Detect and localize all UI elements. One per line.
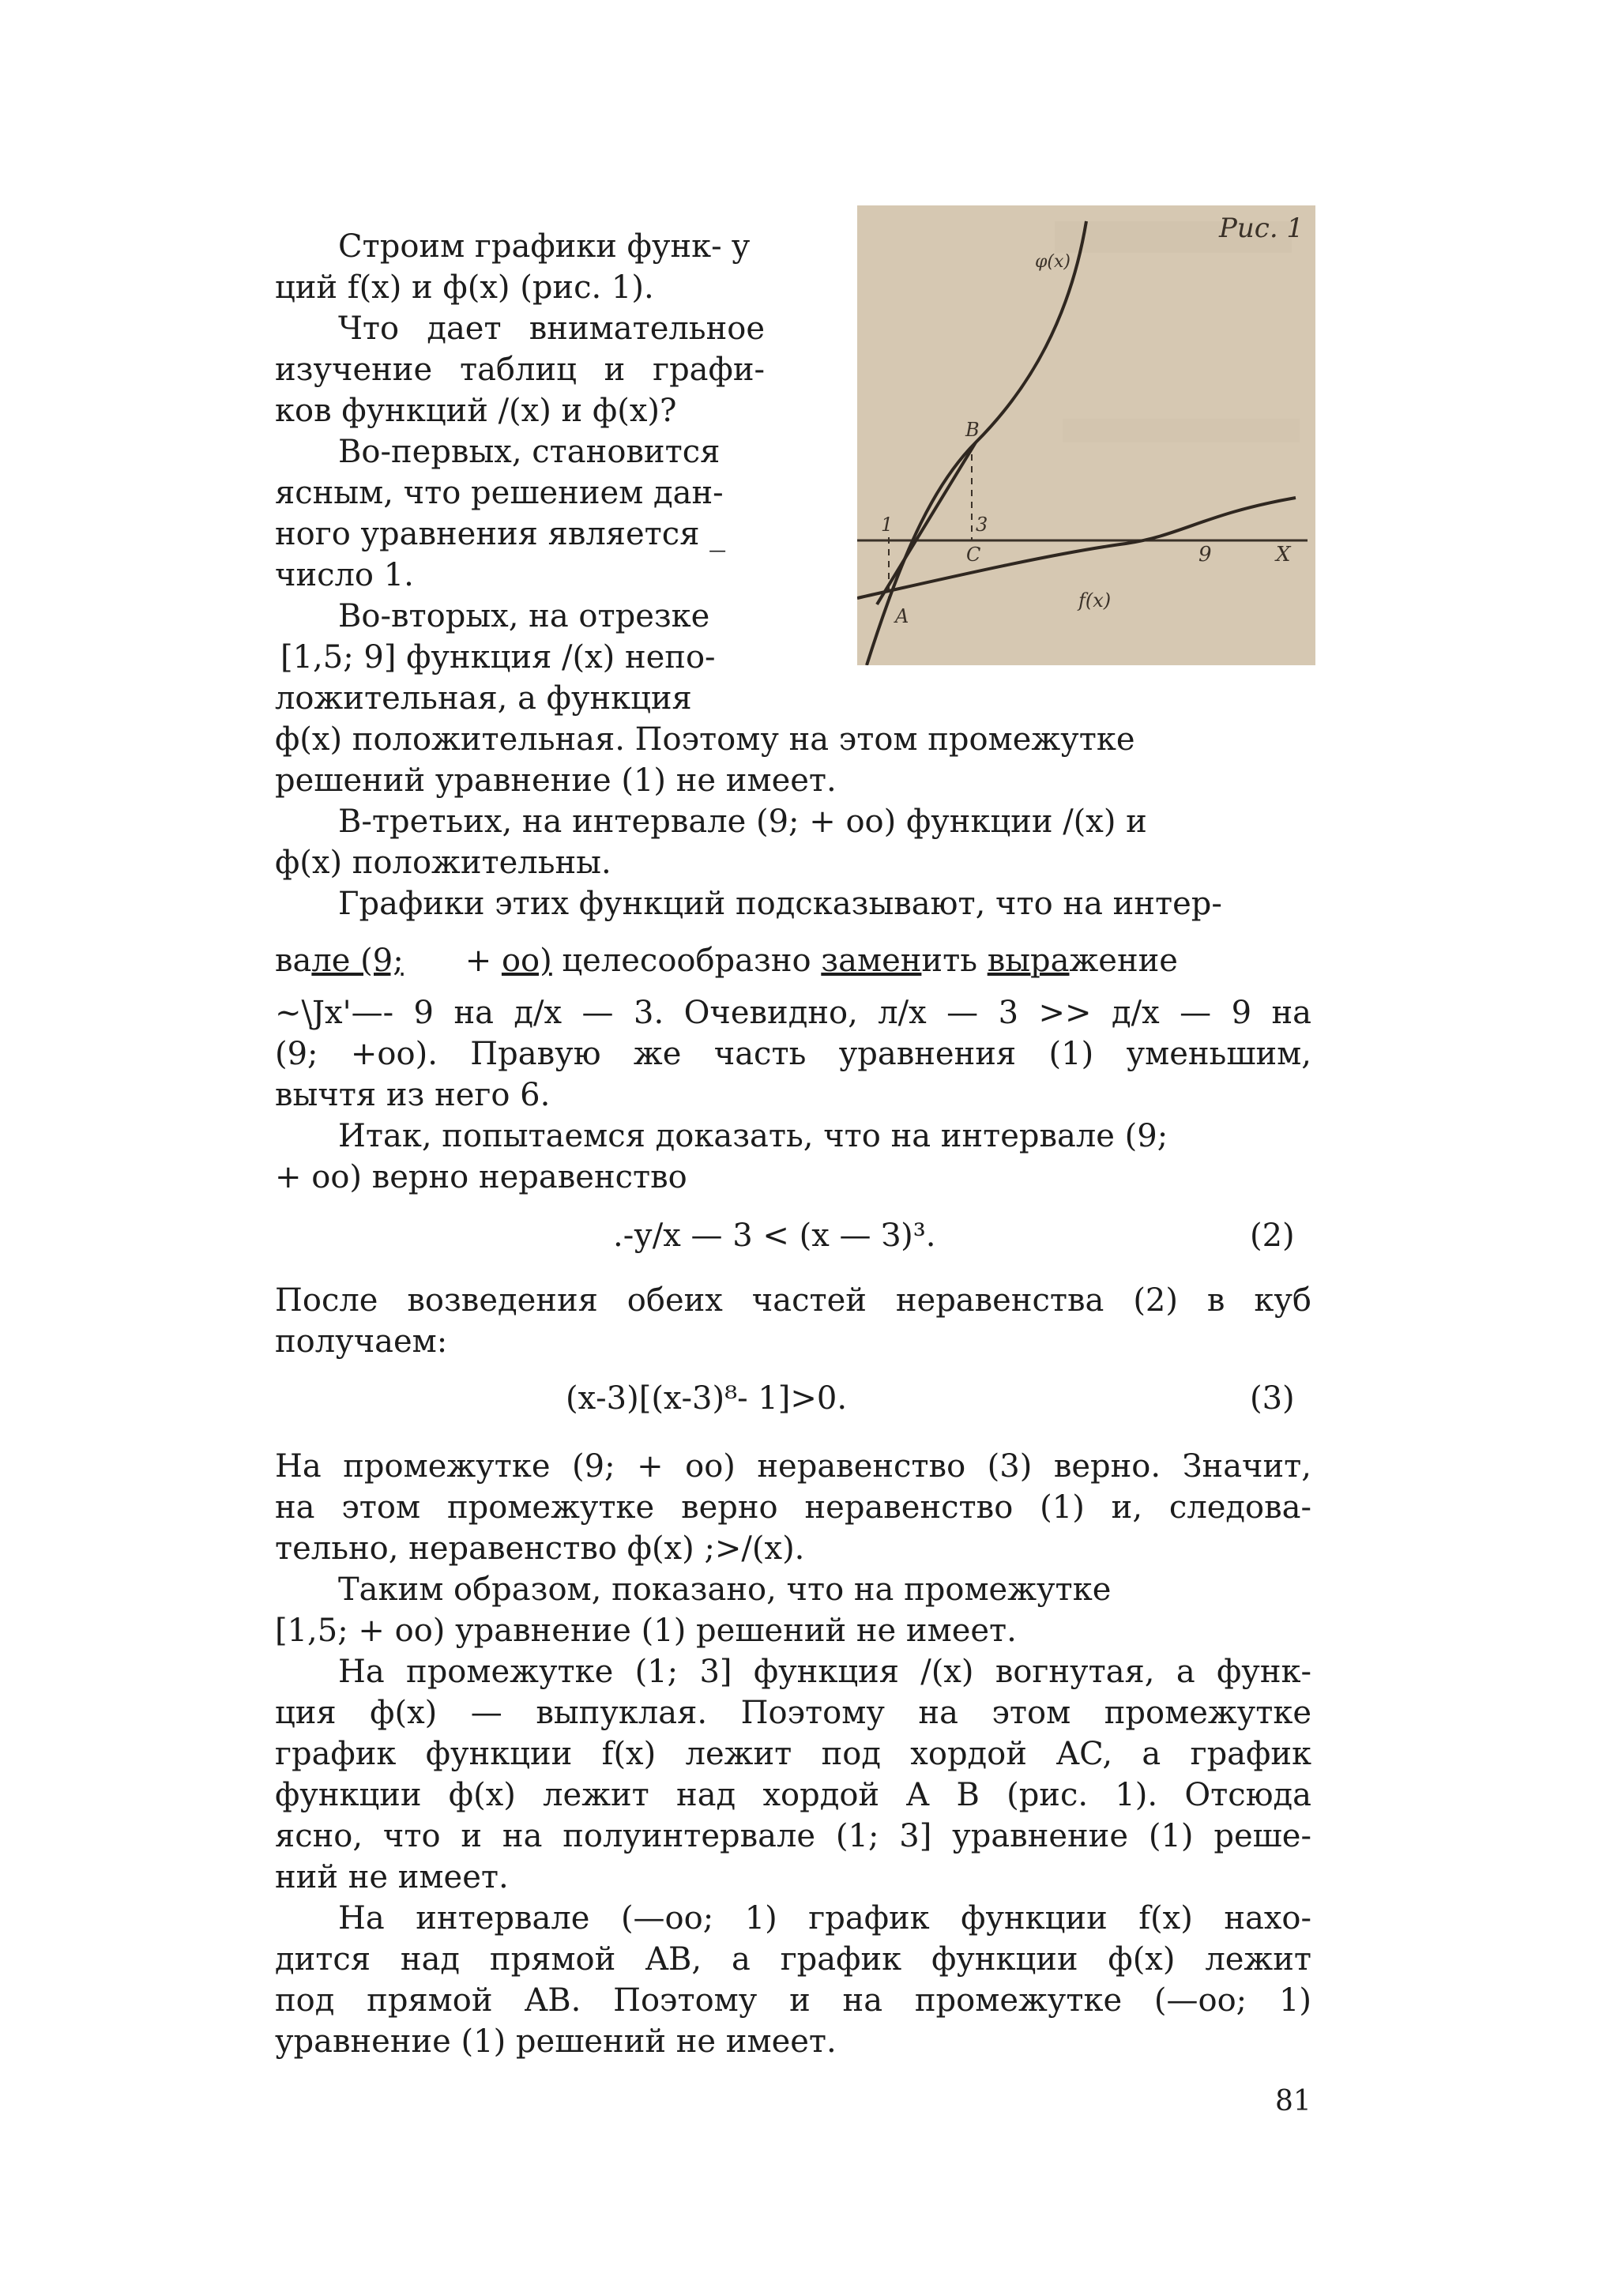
text-line: уравнение (1) решений не имеет. bbox=[275, 2023, 837, 2060]
text-line: решений уравнение (1) не имеет. bbox=[275, 762, 837, 799]
text-line: [1,5; + оо) уравнение (1) решений не имеет. bbox=[275, 1613, 1017, 1649]
text-line: После возведения обеих частей неравенства (2) в куб bbox=[275, 1282, 1311, 1319]
text-line: ложительная, а функция bbox=[275, 680, 692, 717]
text-line: функции ф(х) лежит над хордой A B (рис. 1). Отсюда bbox=[275, 1777, 1311, 1813]
text-line: Итак, попытаемся доказать, что на интервале (9; bbox=[338, 1118, 1168, 1154]
text-line: график функции f(x) лежит под хордой AC, а график bbox=[275, 1736, 1311, 1772]
text-line: В-третьих, на интервале (9; + оо) функции /(х) и bbox=[338, 804, 1147, 840]
text-line: + оо) верно неравенство bbox=[275, 1159, 687, 1195]
point-b-label: B bbox=[965, 419, 980, 441]
text-line: ясно, что и на полуинтервале (1; 3] уравнение (1) реше- bbox=[275, 1818, 1311, 1854]
label-three: 3 bbox=[976, 514, 988, 536]
text-line: на этом промежутке верно неравенство (1) и, следова- bbox=[275, 1489, 1311, 1526]
label-one: 1 bbox=[881, 514, 894, 536]
figure-caption: Рис. 1 bbox=[1219, 213, 1304, 244]
text-line: На промежутке (1; 3] функция /(х) вогнутая, а функ- bbox=[338, 1654, 1311, 1690]
label-nine: 9 bbox=[1198, 543, 1212, 566]
text-line-underlined: вале (9; + оо) целесообразно заменить выражение bbox=[275, 943, 1178, 979]
text-line: получаем: bbox=[275, 1323, 448, 1360]
text-line: ~\Jx'—- 9 на д/х — 3. Очевидно, л/х — 3 >> д/х — 9 на bbox=[275, 995, 1311, 1031]
text-line: Графики этих функций подсказывают, что на интер- bbox=[338, 886, 1222, 922]
point-a-label: A bbox=[895, 605, 909, 627]
text-line: вычтя из него 6. bbox=[275, 1077, 551, 1113]
point-c-label: C bbox=[966, 544, 981, 566]
text-line: ция ф(х) — выпуклая. Поэтому на этом промежутке bbox=[275, 1695, 1311, 1731]
text-line: Строим графики функ- y bbox=[338, 228, 750, 265]
page-number: 81 bbox=[1275, 2085, 1311, 2117]
text-line: [1,5; 9] функция /(х) непо- bbox=[280, 639, 716, 676]
text-line: ний не имеет. bbox=[275, 1859, 509, 1895]
text-line: ф(х) положительны. bbox=[275, 845, 611, 881]
formula-2-number: (2) bbox=[1250, 1218, 1295, 1254]
text-line: под прямой AB. Поэтому и на промежутке (—оо; 1) bbox=[275, 1982, 1311, 2019]
text-line: Что дает внимательное bbox=[338, 311, 765, 347]
text-line: (9; +оо). Правую же часть уравнения (1) уменьшим, bbox=[275, 1036, 1311, 1072]
figure-1 bbox=[857, 205, 1315, 665]
formula-3: (х-3)[(х-3)⁸- 1]>0. bbox=[566, 1380, 848, 1417]
text-line: изучение таблиц и графи- bbox=[275, 352, 765, 388]
text-line: На промежутке (9; + оо) неравенство (3) верно. Значит, bbox=[275, 1448, 1311, 1485]
formula-3-number: (3) bbox=[1250, 1380, 1295, 1417]
text-line: На интервале (—оо; 1) график функции f(x) нахо- bbox=[338, 1900, 1311, 1937]
figure-graph bbox=[857, 205, 1315, 665]
text-line: ков функций /(х) и ф(х)? bbox=[275, 393, 677, 429]
text-line: тельно, неравенство ф(х) ;>/(х). bbox=[275, 1530, 805, 1567]
formula-2: .-у/х — 3 < (х — З)³. bbox=[613, 1218, 936, 1254]
text-line: Во-первых, становится bbox=[338, 434, 721, 470]
f-label: f(x) bbox=[1078, 589, 1112, 612]
text-line: ф(х) положительная. Поэтому на этом промежутке bbox=[275, 721, 1135, 758]
text-line: ного уравнения является _ bbox=[275, 516, 726, 552]
phi-label: φ(x) bbox=[1035, 252, 1071, 272]
x-axis-label: X bbox=[1276, 543, 1291, 566]
text-line: ций f(x) и ф(х) (рис. 1). bbox=[275, 269, 654, 306]
text-line: Таким образом, показано, что на промежутке bbox=[338, 1571, 1112, 1608]
text-line: дится над прямой AB, а график функции ф(х) лежит bbox=[275, 1941, 1311, 1978]
text-line: ясным, что решением дан- bbox=[275, 475, 724, 511]
text-line: число 1. bbox=[275, 557, 414, 593]
text-line: Во-вторых, на отрезке bbox=[338, 598, 710, 634]
